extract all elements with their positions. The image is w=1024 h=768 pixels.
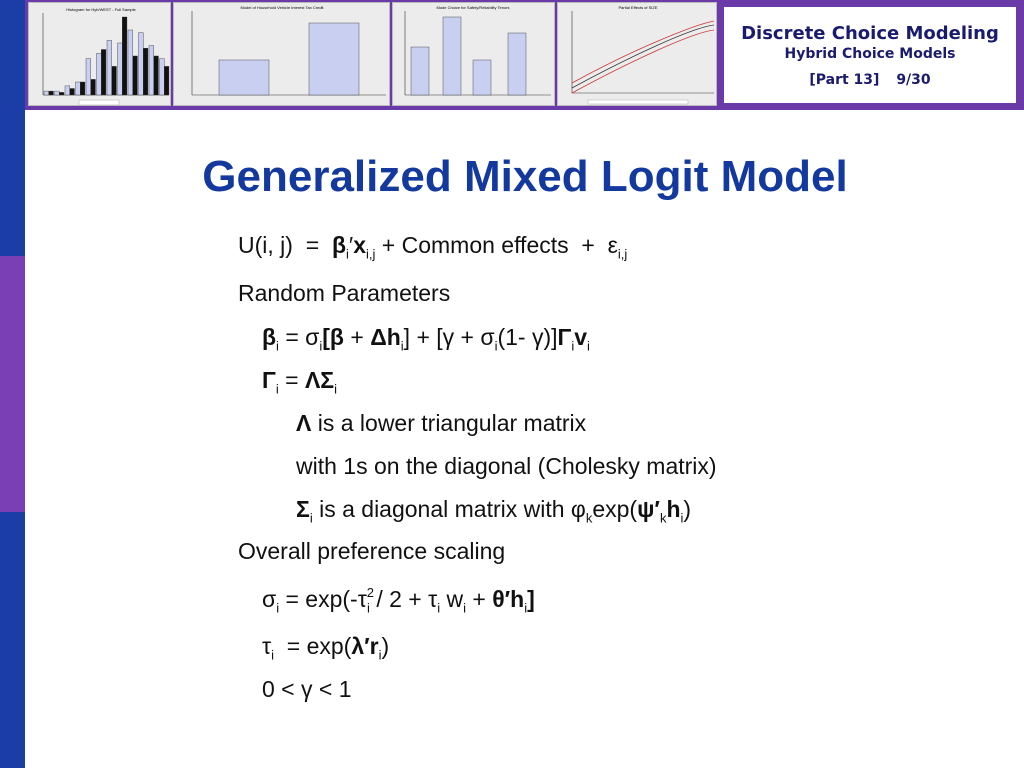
course-title: Discrete Choice Modeling xyxy=(741,23,999,44)
part-page-line xyxy=(724,72,1016,88)
hist-bar-dark xyxy=(101,50,106,96)
thumb1-title: Histogram for Hyb/WEST - Full Sample xyxy=(66,7,136,12)
sigma-equation: $\sigma_i = \exp(-\tau^2_i / 2 + \tau_i$ $w_i + \theta'h_i$] xyxy=(262,585,535,616)
overall-scaling-heading: Overall preference scaling xyxy=(238,538,506,564)
hist-bar-dark xyxy=(80,82,85,95)
hist-bar-dark xyxy=(164,66,169,95)
bar-chart-2 xyxy=(393,3,555,106)
lambda-description: Λ is a lower triangular matrix xyxy=(296,410,587,436)
thumbnail-line-chart xyxy=(557,2,717,106)
thumb2-title: Model of Household Vehicle Interest Tax Credit xyxy=(240,5,324,10)
hist-bar-dark xyxy=(122,17,127,95)
hist-bar-light xyxy=(139,33,144,95)
cholesky-description: with 1s on the diagonal (Cholesky matrix) xyxy=(296,453,717,479)
left-accent-bar xyxy=(0,0,25,768)
bar xyxy=(219,60,269,95)
line-series-lower xyxy=(572,30,714,93)
bar xyxy=(473,60,491,95)
random-parameters-heading: Random Parameters xyxy=(238,280,451,306)
hist-bar-light xyxy=(65,86,70,95)
thumb4-title: Partial Effects of SIZE xyxy=(618,5,658,10)
bar xyxy=(309,23,359,95)
hist-bar-dark xyxy=(154,56,159,95)
sigma-description: $\Sigma_i$ is a diagonal matrix with $\varphi_k\exp(\psi'_kh_i)$ xyxy=(296,496,692,526)
hist-bar-dark xyxy=(112,66,117,95)
utility-equation: U(i, $j) = \beta_i'x_{i,j}$ + Common effects + $\varepsilon_{i,j}$ xyxy=(238,232,628,262)
bar-chart-1 xyxy=(174,3,390,106)
thumbnail-bar-chart-2 xyxy=(392,2,555,106)
header-title-box xyxy=(721,4,1019,106)
hist-bar-light xyxy=(118,43,123,95)
gamma-equation: $\Gamma_i = \Lambda\Sigma_i$ xyxy=(262,367,337,397)
thumbnail-bar-chart-1 xyxy=(173,2,390,106)
part-label: [Part 13] xyxy=(809,72,880,88)
hist-bar-light xyxy=(76,82,81,95)
hist-bar-dark xyxy=(143,48,148,95)
course-subtitle: Hybrid Choice Models xyxy=(784,46,956,62)
hist-bar-light xyxy=(149,46,154,95)
bar xyxy=(411,47,429,95)
hist-bar-light xyxy=(160,59,165,95)
hist-bar-light xyxy=(86,59,91,95)
bar xyxy=(508,33,526,95)
bar xyxy=(443,17,461,95)
beta-equation: $\beta_i = \sigma_i[\beta + \Delta h_i] + [\gamma + \sigma_i(1-$ $\gamma)]\Gamma_iv_i$ xyxy=(262,324,590,354)
hist-bar-light xyxy=(55,91,60,95)
gamma-constraint: 0 < γ < 1 xyxy=(262,676,352,702)
slide-title: Generalized Mixed Logit Model xyxy=(202,152,848,201)
tau-equation: $\tau_i = \exp(\lambda'r_i)$ xyxy=(262,633,390,663)
hist-bar-dark xyxy=(70,89,75,96)
hist-bar-dark xyxy=(49,91,54,95)
thumbnail-histogram xyxy=(28,2,171,106)
hist-bar-dark xyxy=(133,56,138,95)
hist-bar-light xyxy=(107,40,112,95)
histogram-chart xyxy=(29,3,171,106)
thumb3-title: Mode Choice for Safety/Reliability Tenors xyxy=(436,5,510,10)
hist-bar-dark xyxy=(91,79,96,95)
line-chart xyxy=(558,3,717,106)
hist-bar-light xyxy=(97,53,102,95)
hist-bar-light xyxy=(128,30,133,95)
page-number: 9/30 xyxy=(896,72,931,88)
hist-bar-dark xyxy=(59,92,64,95)
hist-bar-light xyxy=(44,91,49,95)
